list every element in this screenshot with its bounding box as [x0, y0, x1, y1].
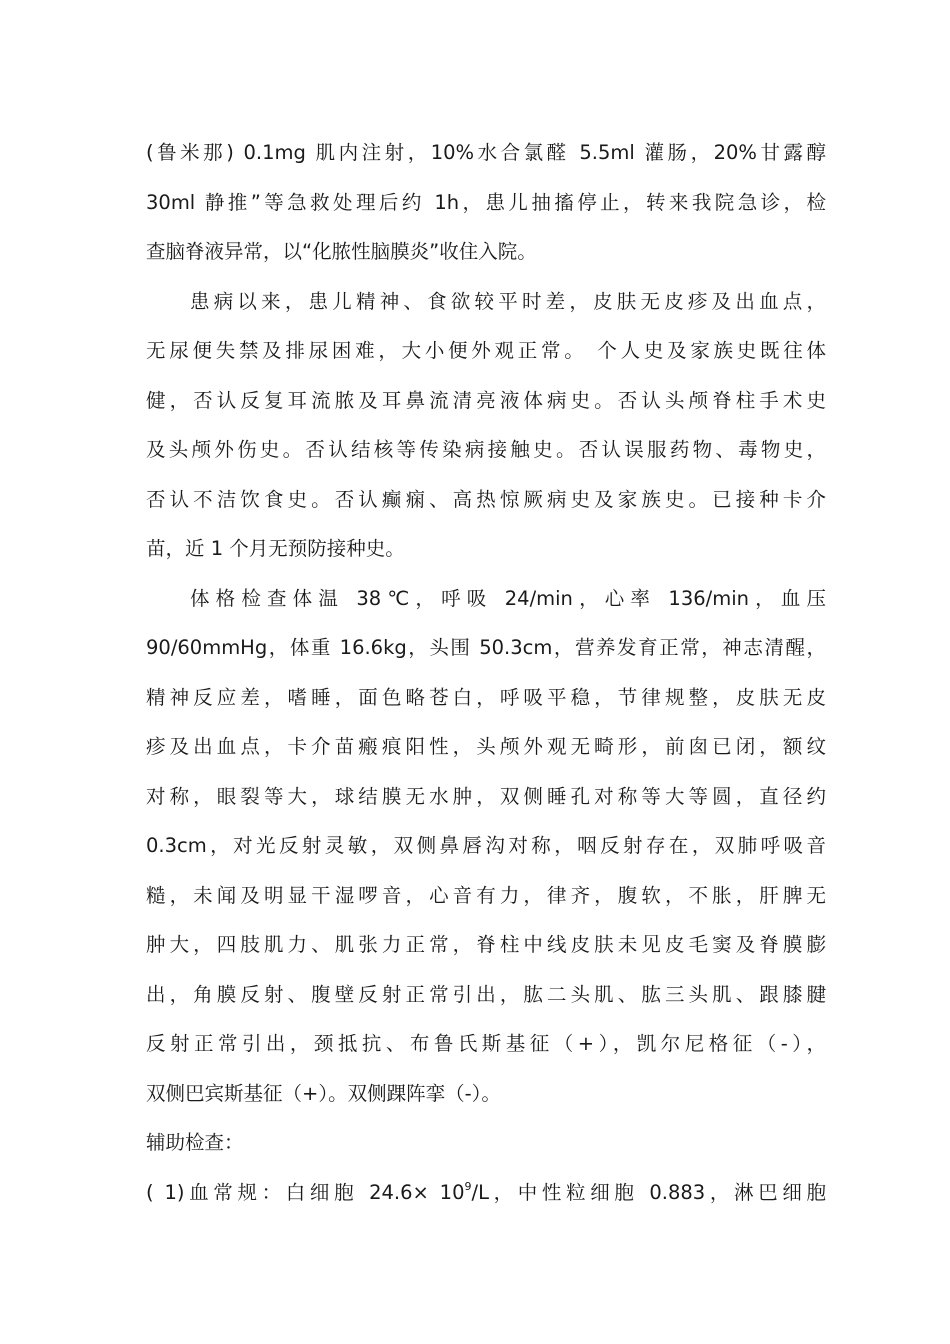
- text-line: 苗，近 1 个月无预防接种史。: [146, 537, 405, 560]
- text-line: 30ml 静推”等急救处理后约 1h，患儿抽搐停止，转来我院急诊，检: [146, 190, 826, 214]
- text-line: 精神反应差，嗜睡，面色略苍白，呼吸平稳，节律规整，皮肤无皮: [146, 685, 826, 709]
- superscript-exponent: 9: [464, 1180, 472, 1193]
- text-line: 出，角膜反射、腹壁反射正常引出，肱二头肌、肱三头肌、跟膝腱: [146, 982, 826, 1006]
- paragraph: [146, 277, 826, 574]
- paragraph: [146, 574, 826, 1119]
- text-line: 糙，未闻及明显干湿啰音，心音有力，律齐，腹软，不胀，肝脾无: [146, 883, 826, 907]
- text-line: 反射正常引出，颈抵抗、布鲁氏斯基征（+），凯尔尼格征（-），: [146, 1032, 826, 1055]
- text-line: 辅助检查：: [146, 1131, 244, 1154]
- text-line: 双侧巴宾斯基征（+）。双侧踝阵挛（-）。: [146, 1081, 501, 1105]
- text-line: 疹及出血点，卡介苗瘢痕阳性，头颅外观无畸形，前囱已闭，额纹: [146, 735, 826, 758]
- text-line: 患病以来，患儿精神、食欲较平时差，皮肤无皮疹及出血点，: [190, 289, 826, 313]
- text-line: 0.3cm，对光反射灵敏，双侧鼻唇沟对称，咽反射存在，双肺呼吸音: [146, 834, 826, 857]
- text-line: 对称，眼裂等大，球结膜无水肿，双侧睡孔对称等大等圆，直径约: [146, 784, 826, 808]
- text-segment: /L，中性粒细胞 0.883，淋巴细胞: [471, 1180, 826, 1204]
- text-line: (鲁米那) 0.1mg 肌内注射，10%水合氯醛 5.5ml 灌肠，20%甘露醇: [146, 141, 826, 164]
- text-line: 否认不洁饮食史。否认癫痫、高热惊厥病史及家族史。已接种卡介: [146, 487, 826, 511]
- text-segment: ( 1)血常规：白细胞 24.6× 10: [146, 1180, 465, 1204]
- text-line: 无尿便失禁及排尿困难，大小便外观正常。 个人史及家族史既往体: [146, 339, 826, 362]
- text-line-blood-routine: [146, 1168, 826, 1218]
- document-body: [146, 128, 826, 1217]
- text-line: 及头颅外伤史。否认结核等传染病接触史。否认误服药物、毒物史，: [146, 438, 826, 461]
- text-line: 查脑脊液异常，以“化脓性脑膜炎”收住入院。: [146, 240, 537, 263]
- text-line: 健，否认反复耳流脓及耳鼻流清亮液体病史。否认头颅脊柱手术史: [146, 388, 826, 412]
- text-line: 90/60mmHg，体重 16.6kg，头围 50.3cm，营养发育正常，神志清醒，: [146, 636, 826, 659]
- paragraph: [146, 128, 826, 277]
- text-line: 体格检查体温 38℃，呼吸 24/min，心率 136/min，血压: [190, 586, 826, 610]
- text-line: 肿大，四肢肌力、肌张力正常，脊柱中线皮肤未见皮毛窦及脊膜膨: [146, 933, 826, 956]
- paragraph: [146, 1118, 826, 1168]
